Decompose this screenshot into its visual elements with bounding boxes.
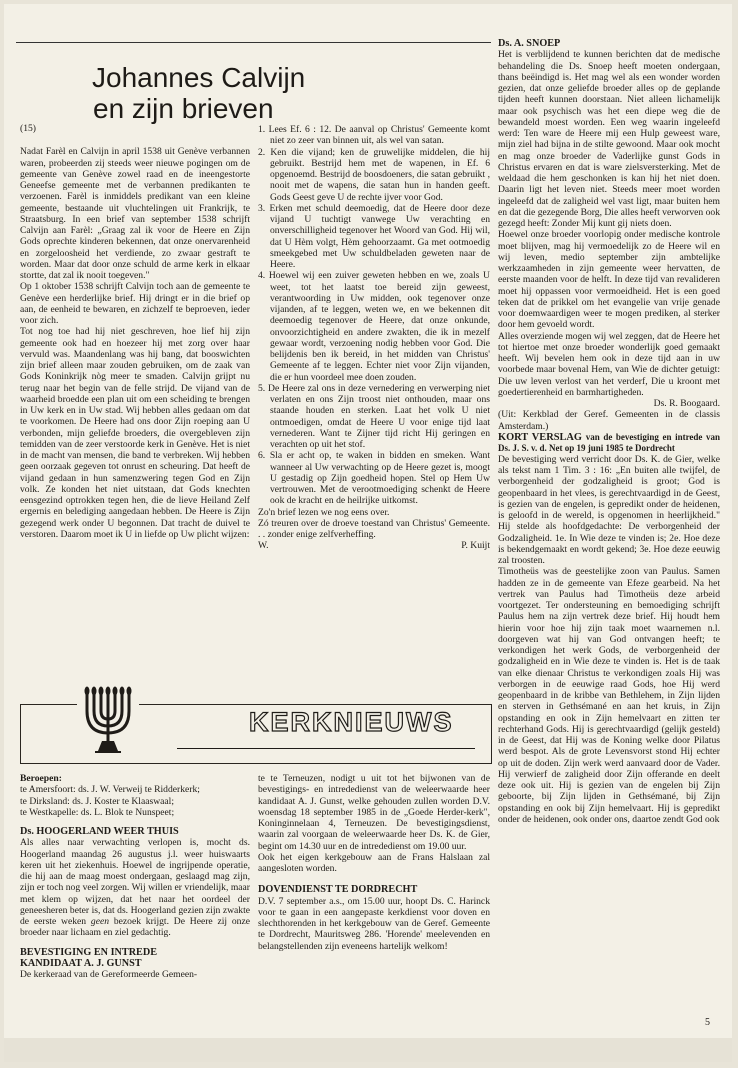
banner-rule bbox=[177, 748, 475, 749]
article-column-1 bbox=[20, 123, 250, 687]
signature: Ds. R. Boogaard. bbox=[653, 398, 720, 409]
source-note: (Uit: Kerkblad der Geref. Gemeenten in de classis Amsterdam.) bbox=[498, 409, 720, 432]
paragraph: Timotheüs was de geestelijke zoon van Paulus. Samen hadden ze in de gemeente van Efeze gearbeid. Na het vertrek van Paulus had Timotheüs deze arbeid voortgezet. Ter ondersteuning en bemoediging schrijft Paulus hem na zijn vertrek deze brief. Hij houdt hem hierin voor hoe hij zijn taak moet waarnemen n.l. doorgeven wat hij van God ontvangen heeft; te verkondigen het werk Gods, de verborgenheid der godzaligheid en in Wie deze te vinden is. Het is de taak van elke dienaar Christus te verkondigen zoals Hij was verborgen in de eeuwige raad Gods, hoe Hij werd geopenbaard in de kribbe van Bethlehem, in Zijn lijden en sterven in Gethsémané en aan het kruis, in Zijn opstanding en ook in Zijn hemelvaart en zitten ter rechterhand Gods. Hij is gerechtvaardigd (gelijk gesteld) in de Geest, dat Hij was de Koning welke door Pilatus werd bespot. Als de grote Levensvorst stond Hij echter op uit de doden. Zijn werk werd aanvaard door de Vader. Hij verwierf de zaligheid door Zijn offerande en deelt deze ook uit. Hij is gezien van de engelen bij Zijn geboorte, bij Zijn lijden in Gethsémané, bij Zijn opstanding en ook bij Zijn hemelvaart. Hij is gepredikt onder de heidenen, ook onder ons, daartoe zendt God ook bbox=[498, 566, 720, 825]
kort-verslag-heading bbox=[498, 432, 720, 454]
bottom-margin bbox=[4, 1038, 732, 1062]
paragraph: Tot nog toe had hij niet geschreven, hoe lief hij zijn gemeente ook had en hoezeer hij met zorg over haar vervuld was. Maandenlang was hij bang, dat booswichten zijn brief alleen maar zouden gebruiken, om de zaak van Gods Koninkrijk nòg meer te smaden. Calvijn grijpt nu terug naar het begin van de felle strijd. De vijand van de waarheid broedde een plan uit om een scheiding te brengen in Uw kerk en in Uw stad. Wij hebben alles gedaan om dat te voorkomen. De Heere had ons door Zijn roeping aan U verbonden, mijn geliefde broeders, die overgebleven zijn temidden van de zeer verstoorde kerk in Genève. Het is niet in de macht van mensen, die band te verbreken. Wij hebben geen oorzaak gegeven tot onrust en scheuring. Dat heeft de vijand gedaan in hun samenzwering tegen God en Zijn volk. Ze konden het niet uitstaan, dat Gods knechten eensgezind optrokken tegen hen, die de lieve Heiland Zelf ergernis en belediging aangedaan hebben. De Heere is Zijn gezegend werk onder U begonnen. Dat tracht de duivel te verstoren. Daarom moet ik U in liefde op Uw plicht wijzen: bbox=[20, 326, 250, 540]
page-title bbox=[92, 62, 422, 124]
gunst-text-note: Ook het eigen kerkgebouw aan de Frans Halslaan zal aangesloten worden. bbox=[258, 851, 490, 874]
hoogerland-heading: Ds. HOOGERLAND WEER THUIS bbox=[20, 826, 179, 837]
snoep-heading: Ds. A. SNOEP bbox=[498, 38, 561, 49]
numbered-point: 4. Hoewel wij een zuiver geweten hebben en we, zoals U weet, tot het laatst toe bereid zijn geweest, verantwoording in Uw midden, ook tegenover onze vijanden, af te leggen, weten we, en we bekennen dit deemoedig tegenover de Heere, dat onze onkunde, onvoorzichtigheid en andere zwakten, die ik in mezelf gewaar wordt, verzoening nodig hebben voor God. Die belijdenis ben ik bereid, in het midden van Christus' Gemeente af te leggen. Echter niet voor Zijn vijanden, die er hun voordeel mee doen zouden. bbox=[258, 270, 490, 383]
gunst-heading-line-2: KANDIDAAT A. J. GUNST bbox=[20, 957, 142, 969]
hoogerland-text-emphasis: geen bbox=[90, 916, 110, 927]
gunst-text-continued: te te Terneuzen, nodigt u uit tot het bijwonen van de bevestigings- en intrededienst van de weleerwaarde heer kandidaat A. J. Gunst, welke gehouden zullen worden D.V. woensdag 18 september 1985 in de „Goede Herder-kerk", Koninginnelaan 4, Terneuzen. De bevestigingsdienst, waarin zal voorgaan de weleerwaarde heer Ds. K. de Gier, begint om 14.30 uur en de intrededienst om 19.00 uur. bbox=[258, 773, 490, 852]
gunst-heading-line-1: BEVESTIGING EN INTREDE bbox=[20, 946, 158, 958]
magazine-page bbox=[4, 4, 732, 1062]
kort-verslag-prefix: KORT VERSLAG bbox=[498, 431, 583, 443]
kerknieuws-column-1 bbox=[20, 773, 250, 1035]
article-column-2 bbox=[258, 124, 490, 684]
signature-line bbox=[258, 540, 490, 551]
title-line-1: Johannes Calvijn bbox=[92, 62, 306, 93]
closing-line: Zó treuren over de droeve toestand van Christus' Gemeente. . . zonder enige zelfverheffing. bbox=[258, 517, 490, 540]
numbered-point: 3. Erken met schuld deemoedig, dat de Heere door deze vijand U tuchtigt vanwege Uw verachting en onverschilligheid tegenover het Woord van God. Hij wil, dat U Hèm volgt, Hèm gehoorzaamt. Ga met ootmoedig smeekgebed met Uw schuldbeladen geweten naar de Heere. bbox=[258, 202, 490, 270]
title-line-2: en zijn brieven bbox=[93, 93, 274, 124]
kerknieuws-column-2 bbox=[258, 773, 490, 1035]
beroepen-heading: Beroepen: bbox=[20, 773, 62, 784]
hoogerland-text-part2: bezoek krijgt. De Heere zij onze broeder naar lichaam en ziel gedachtig. bbox=[20, 916, 250, 939]
beroep-item: te Westkapelle: ds. L. Blok te Nunspeet; bbox=[20, 806, 175, 818]
menorah-icon bbox=[77, 681, 139, 761]
paragraph: Op 1 oktober 1538 schrijft Calvijn toch aan de gemeente te Genève een herderlijke brief. Hij dringt er in die brief op aan, de eenheid te bewaren, en zichzelf te beproeven, ieder voor zich. bbox=[20, 281, 250, 326]
signature-initial: W. bbox=[258, 540, 269, 552]
signature-name: P. Kuijt bbox=[461, 540, 490, 552]
kerknieuws-banner bbox=[20, 704, 492, 764]
page-number: 5 bbox=[705, 1017, 710, 1028]
paragraph: Alles overziende mogen wij wel zeggen, dat de Heere het tot hiertoe met onze broeder wonderlijk goed gemaakt heeft. Wij bevelen hem ook in deze tijd aan in uw voorbede maar bovenal Hem, van Wie de dichter getuigt: Die uw leven verlost van het verderf, Die u kroont met goedertierenheid en barmhartigheden. bbox=[498, 330, 720, 398]
paragraph: De bevestiging werd verricht door Ds. K. de Gier, welke als tekst nam 1 Tim. 3 : 16: „En buiten alle twijfel, de verborgenheid der godzaligheid is groot; God is geopenbaard in het vlees, is gerechtvaardigd in de Geest, is gezien van de engelen, is gepredikt onder de heidenen, is geloofd in de wereld, is opgenomen in heerlijkheid." Hij stelde als hoofdgedachte: De verborgenheid der Godzaligheid. 1e. In Wie deze te vinden is; 2e. Hoe deze is bekendgemaakt en wordt gekend; 3e. Hoe deze eeuwig zal troosten. bbox=[498, 453, 720, 566]
hoogerland-text bbox=[20, 837, 250, 938]
kerknieuws-label: KERKNIEUWS bbox=[249, 707, 454, 737]
right-column bbox=[498, 38, 720, 1038]
beroep-item: te Dirksland: ds. J. Koster te Klaaswaal; bbox=[20, 795, 174, 807]
numbered-point: 5. De Heere zal ons in deze vernedering en verwerping niet verlaten en ons Zijn troost niet onthouden, maar ons staande houden en sterken. Laat het volk U niet ontmoedigen, omdat de Heere U voor enige tijd laat vernederen. Want te Zijner tijd richt Hij geringen en verachten op uit het stof. bbox=[258, 382, 490, 450]
numbered-point: 2. Ken die vijand; ken de gruwelijke middelen, die hij gebruikt. Bestrijd hem met de wapenen, in Ef. 6 opgenoemd. Bestrijd de boosdoeners, die satan gebruikt , nooit met de wapens, die satan hun in handen geeft. Gods Geest geve U de rechte ijver voor God. bbox=[258, 146, 490, 203]
kort-verslag-rest: van de bevestiging en intrede van Ds. J. S. v. d. Net op 19 juni 1985 te Dordrecht bbox=[498, 431, 720, 453]
closing-line: Zo'n brief lezen we nog eens over. bbox=[258, 506, 390, 518]
paragraph: Het is verblijdend te kunnen berichten dat de medische behandeling die Ds. Snoep heeft moeten ondergaan, thans beëindigd is. Het mag wel als een wonder worden gezien, dat onze geliefde broeder alles op de geplande tijden heeft kunnen doorstaan. Niet alleen lichamelijk maar ook psychisch was het een diepe weg die de bewandeld moest worden. Een weg waarin ingeleefd werd: Ten ware de Heere mij een Hulp geweest ware, mijn ziel had bijna in de stilte gewoond. Maar ook mocht en mag onze broeder de Vaderlijke gunst Gods in Christus ervaren en dat is ware zielsversterking. Met de weldaad die hem geschonken is kan hij het niet doen. Daarin ligt het leven niet. Steeds meer moet worden ingeleefd dat de zaligheid wel vast ligt, maar buiten hem en dat die gezegende Borg, Die alles heeft verworven ook gezegd heeft: Zonder Mij kunt gij niets doen. bbox=[498, 49, 720, 229]
dordrecht-text: D.V. 7 september a.s., om 15.00 uur, hoopt Ds. C. Harinck voor te gaan in een aangepaste kerkdienst voor doven en slechthorenden in het kerkgebouw van de Geref. Gemeente te Dordrecht, Mauritsweg 286. 'Horende' meelevenden en belangstellenden zijn eveneens hartelijk welkom! bbox=[258, 895, 490, 952]
hoogerland-text-part1: Als alles naar verwachting verlopen is, mocht ds. Hoogerland maandag 26 augustus j.l. weer huiswaarts keren uit het ziekenhuis. Hoewel de ingrijpende operatie, die hij aan de maag moest ondergaan, geslaagd mag zijn, zijn er toch nog veel zorgen. Wij willen er vriendelijk, maar met klem op wijzen, dat het naar het oordeel der geneesheren beter is, dat ds. Hoogerland gezien zijn zwakte de eerste weken bbox=[20, 837, 250, 927]
beroep-item: te Amersfoort: ds. J. W. Verweij te Ridderkerk; bbox=[20, 784, 200, 796]
paragraph: Hoewel onze broeder voorlopig onder medische kontrole moet blijven, mag hij vermoedelijk zo de Heere wil en wij leven, medio september zijn ambtelijke werkzaamheden in zijn gemeente weer hervatten, de eerste maanden voor de helft. In deze tijd van revalideren moet hij oppassen voor vermoeidheid. Het is een goed teken dat de prikkel om het evangelie van vrije genade voor doemwaardigen weer te mogen prediken, al sterker door hem gevoeld wordt. bbox=[498, 229, 720, 331]
gunst-text: De kerkeraad van de Gereformeerde Gemeen- bbox=[20, 969, 198, 980]
paragraph: Nadat Farèl en Calvijn in april 1538 uit Genève verbannen waren, probeerden zij steeds weer nieuwe pogingen om de gemeente van Genève zowel raad en de ineengestorte Geneefse gemeente met de verbannen predikanten te verzoenen. Farèl is inmiddels predikant van een kleine gemeente, bestaande uit vluchtelingen uit Frankrijk, te Straatsburg. In een brief van september 1538 schrijft Calvijn aan Farèl: „Graag zal ik voor de Heere en Zijn Gods oprechte kinderen bekennen, dat onze onervarenheid en zorgeloosheid het verdiende, zo zwaar gestraft te worden. Maar dat door onze schuld de arme kerk in elkaar stortte, dat zal ik nooit toegeven." bbox=[20, 146, 250, 281]
numbered-point: 1. Lees Ef. 6 : 12. De aanval op Christus' Gemeente komt niet zo zeer van binnen uit, als wel van satan. bbox=[258, 124, 490, 147]
series-number: (15) bbox=[20, 123, 36, 134]
dordrecht-heading: DOVENDIENST TE DORDRECHT bbox=[258, 884, 418, 896]
numbered-point: 6. Sla er acht op, te waken in bidden en smeken. Want wanneer al Uw verwachting op de Heere gezet is, moogt U gestadig op Zijn goedheid hopen. Stel op Hem Uw vertrouwen. Met de verootmoediging schenkt de Heere ook de kracht en de heilrijke uitkomst. bbox=[258, 450, 490, 507]
top-rule bbox=[16, 42, 491, 43]
